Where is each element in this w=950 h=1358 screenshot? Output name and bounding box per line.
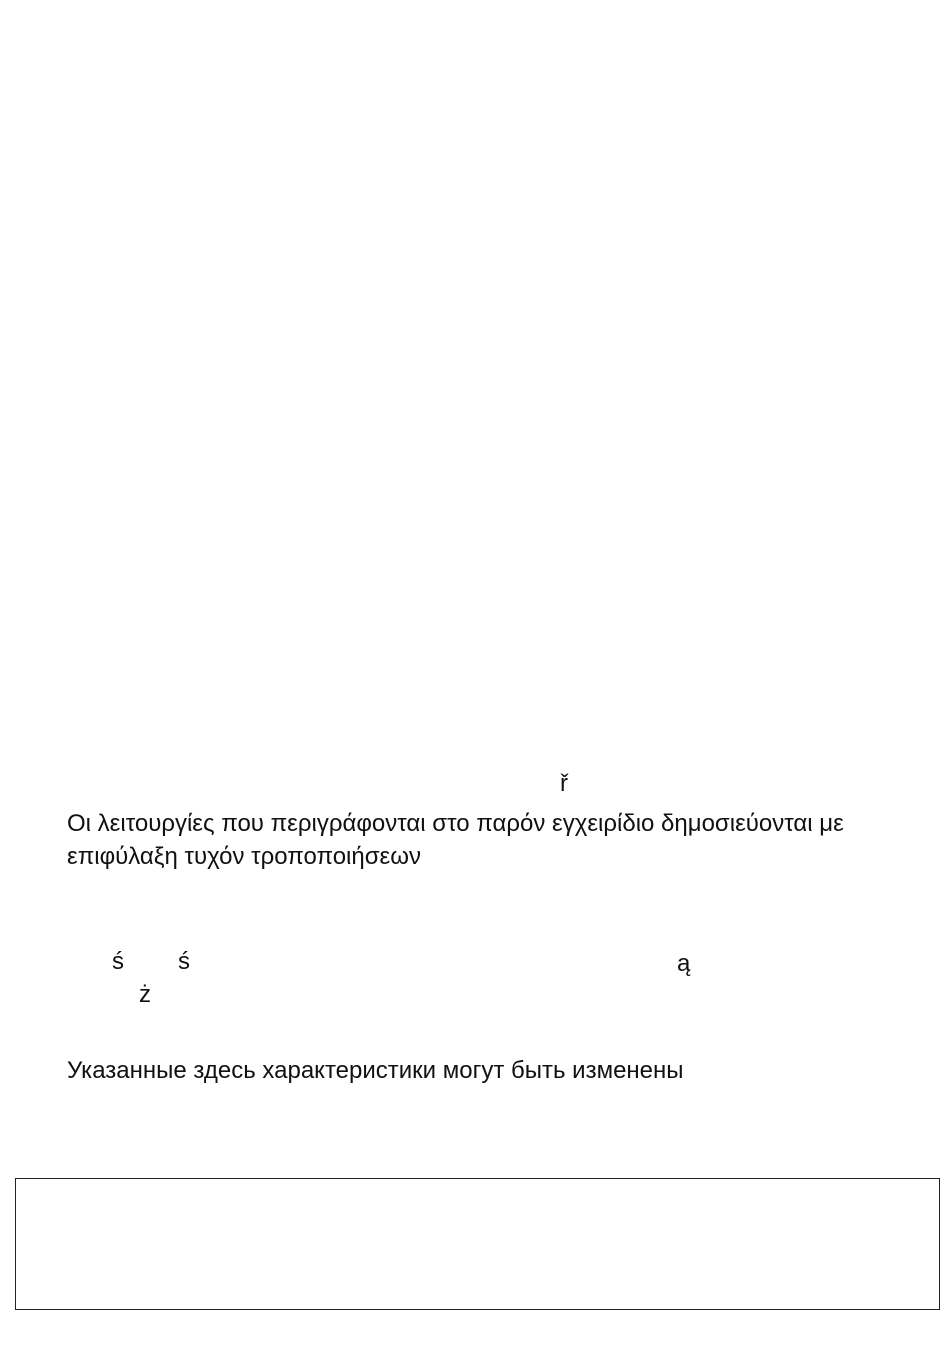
greek-notice-line-1: Οι λειτουργίες που περιγράφονται στο παρόν εγχειρίδιο δημοσιεύονται με: [67, 810, 844, 837]
czech-fragment: ř: [560, 770, 568, 797]
polish-z-dot: ż: [139, 981, 151, 1008]
polish-a-ogonek: ą: [677, 950, 691, 977]
notice-box: [15, 1178, 940, 1310]
greek-notice-line-2: επιφύλαξη τυχόν τροποποιήσεων: [67, 843, 421, 870]
polish-s-acute-1: ś: [112, 948, 124, 975]
russian-notice: Указанные здесь характеристики могут быть изменены: [67, 1057, 684, 1084]
polish-s-acute-2: ś: [178, 948, 190, 975]
